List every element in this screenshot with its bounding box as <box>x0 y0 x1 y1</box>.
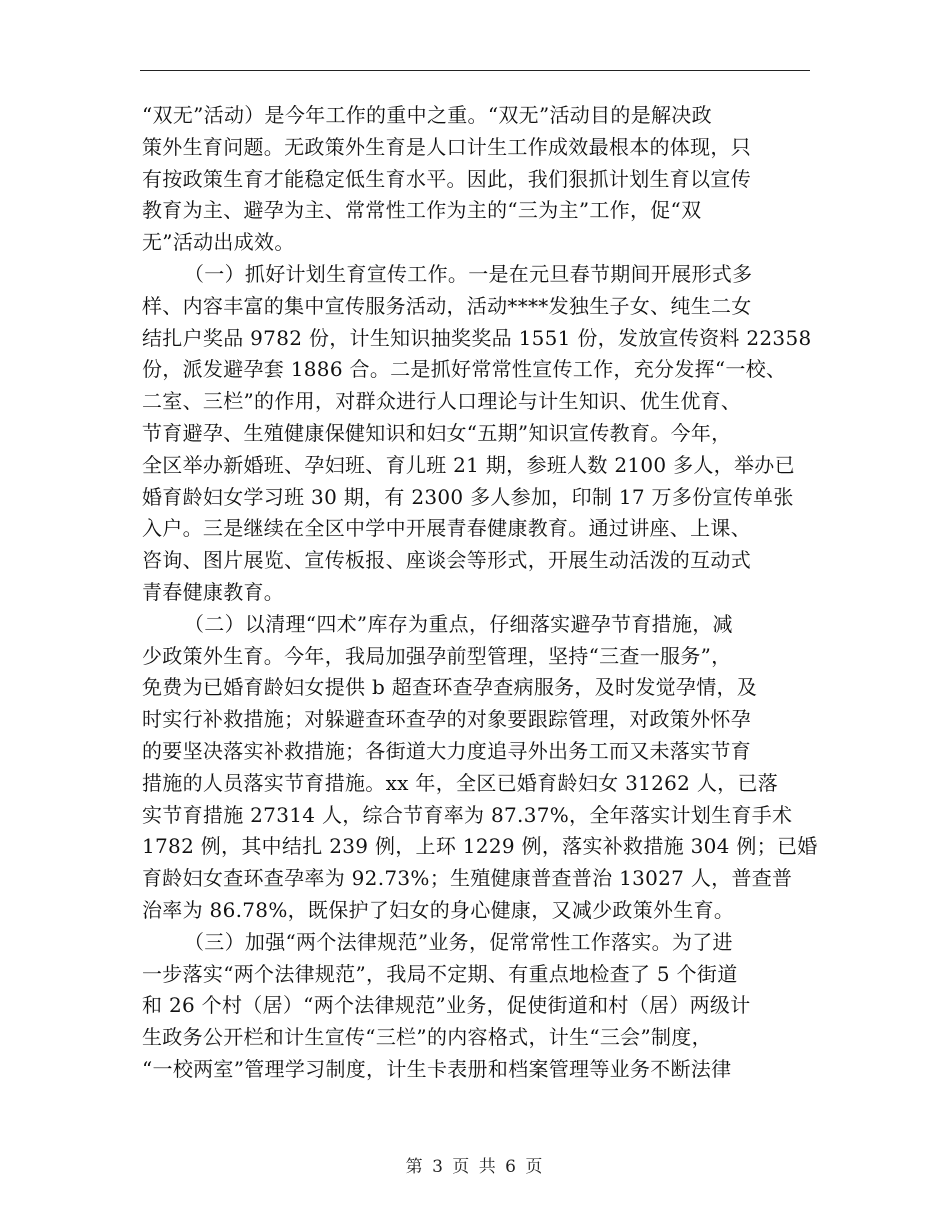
text-line: 入户。三是继续在全区中学中开展青春健康教育。通过讲座、上课、 <box>142 516 751 541</box>
text-line: 样、内容丰富的集中宣传服务活动，活动****发独生子女、纯生二女 <box>142 293 752 318</box>
text-line: 策外生育问题。无政策外生育是人口计生工作成效最根本的体现，只 <box>142 134 751 159</box>
text-line: 份，派发避孕套 1886 合。二是抓好常常性宣传工作，充分发挥“一校、 <box>142 357 787 382</box>
text-line: 一步落实“两个法律规范”，我局不定期、有重点地检查了 5 个街道 <box>142 961 738 986</box>
paragraph-start-line: （三）加强“两个法律规范”业务，促常常性工作落实。为了进 <box>184 929 733 954</box>
text-line: 的要坚决落实补救措施；各街道大力度追寻外出务工而又未落实节育 <box>142 738 751 763</box>
text-line: “双无”活动）是今年工作的重中之重。“双无”活动目的是解决政 <box>142 103 712 127</box>
text-line: “一校两室”管理学习制度，计生卡表册和档案管理等业务不断法律 <box>142 1056 732 1081</box>
text-line: 少政策外生育。今年，我局加强孕前型管理，坚持“三查一服务”， <box>142 643 732 668</box>
text-line: 有按政策生育才能稳定低生育水平。因此，我们狠抓计划生育以宣传 <box>142 166 751 191</box>
text-line: 措施的人员落实节育措施。xx 年，全区已婚育龄妇女 31262 人，已落 <box>142 770 779 795</box>
text-line: 治率为 86.78%，既保护了妇女的身心健康，又减少政策外生育。 <box>142 897 735 922</box>
header-rule <box>140 70 810 71</box>
text-line: 婚育龄妇女学习班 30 期，有 2300 多人参加，印制 17 万多份宣传单张 <box>142 484 794 509</box>
paragraph-start-line: （二）以清理“四术”库存为重点，仔细落实避孕节育措施，减 <box>184 611 733 636</box>
text-line: 时实行补救措施；对躲避查环查孕的对象要跟踪管理，对政策外怀孕 <box>142 707 751 732</box>
text-line: 生政务公开栏和计生宣传“三栏”的内容格式，计生“三会”制度， <box>142 1025 712 1050</box>
document-body <box>142 100 822 1086</box>
text-line: 全区举办新婚班、孕妇班、育儿班 21 期，参班人数 2100 多人，举办已 <box>142 452 795 477</box>
text-line: 实节育措施 27314 人，综合节育率为 87.37%，全年落实计划生育手术 <box>142 802 793 827</box>
text-line: 咨询、图片展览、宣传板报、座谈会等形式，开展生动活泼的互动式 <box>142 548 751 573</box>
text-line: 育龄妇女查环查孕率为 92.73%；生殖健康普查普治 13027 人，普查普 <box>142 866 793 891</box>
text-line: 教育为主、避孕为主、常常性工作为主的“三为主”工作，促“双 <box>142 198 702 223</box>
text-line: 1782 例，其中结扎 239 例，上环 1229 例，落实补救措施 304 例；已婚 <box>142 834 818 859</box>
paragraph-start-line: （一）抓好计划生育宣传工作。一是在元旦春节期间开展形式多 <box>184 261 753 286</box>
text-line: 青春健康教育。 <box>142 579 285 604</box>
text-line: 无”活动出成效。 <box>142 230 295 255</box>
text-line: 免费为已婚育龄妇女提供 b 超查环查孕查病服务，及时发觉孕情，及 <box>142 675 758 700</box>
text-line: 二室、三栏”的作用，对群众进行人口理论与计生知识、优生优育、 <box>142 389 742 414</box>
text-line: 结扎户奖品 9782 份，计生知识抽奖奖品 1551 份，发放宣传资料 22358 <box>142 325 812 350</box>
text-line: 节育避孕、生殖健康保健知识和妇女“五期”知识宣传教育。今年， <box>142 420 732 445</box>
text-line: 和 26 个村（居）“两个法律规范”业务，促使街道和村（居）两级计 <box>142 993 751 1018</box>
page-number: 第 3 页 共 6 页 <box>405 1157 545 1177</box>
